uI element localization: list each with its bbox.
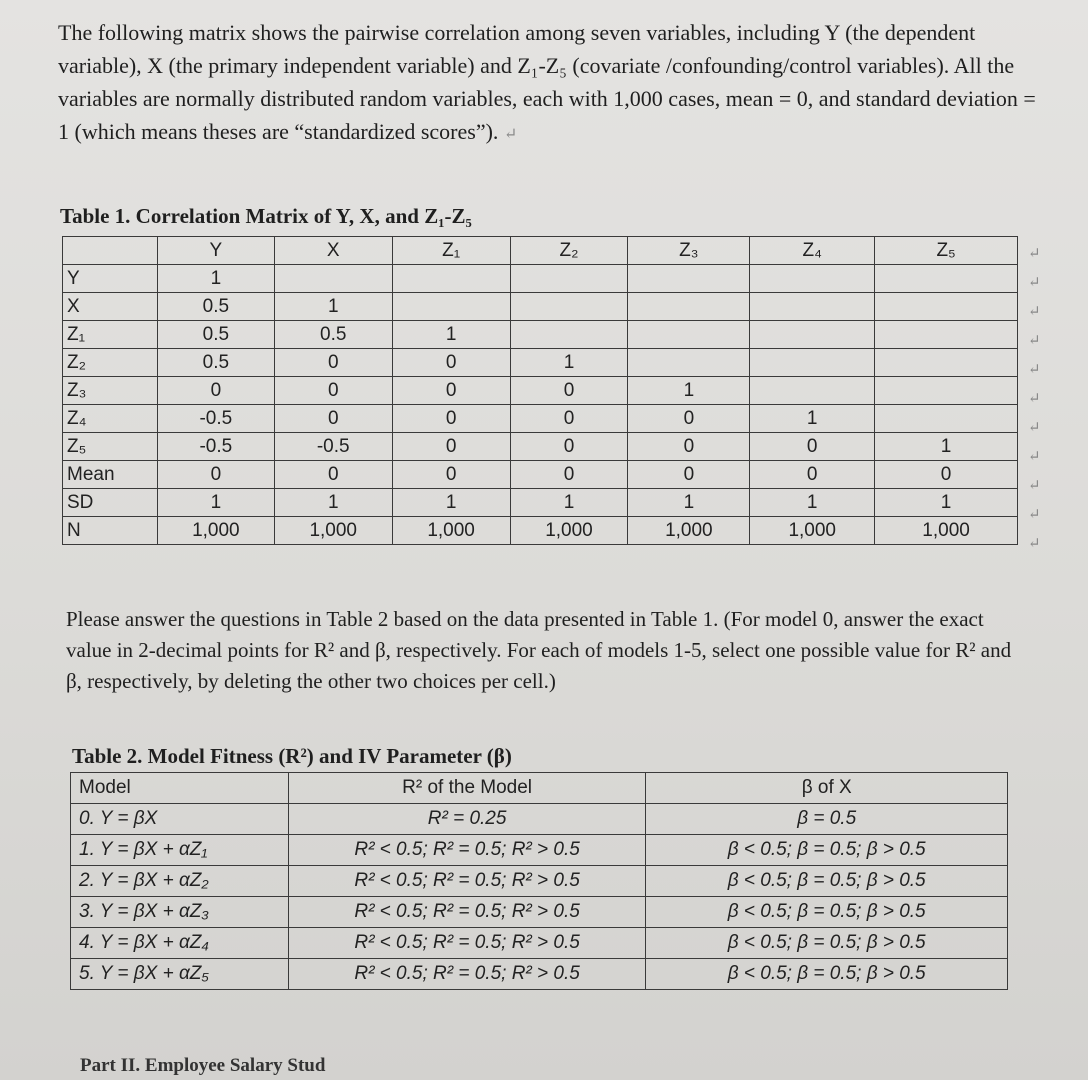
table1-cell xyxy=(875,405,1018,433)
table1-row-label: X xyxy=(63,293,158,321)
model-equation-cell: 2. Y = βX + αZ₂ xyxy=(71,866,289,897)
table1-row-label: Z₄ xyxy=(63,405,158,433)
row-end-marks xyxy=(1028,240,1041,559)
r-squared-cell: R² = 0.25 xyxy=(288,804,646,835)
table1-cell: 1,000 xyxy=(274,517,392,545)
model-equation-cell: 4. Y = βX + αZ₄ xyxy=(71,928,289,959)
table1-cell: 0 xyxy=(510,433,628,461)
instructions-text: Please answer the questions in Table 2 based on the data presented in Table 1. (For model 0, answer the exact value in 2-decimal points for R² and β, respectively. For each of models 1-5, select one possible value for R² and β, respectively, by deleting the other two choices per cell.) xyxy=(66,607,1012,693)
r-squared-cell: R² < 0.5; R² = 0.5; R² > 0.5 xyxy=(288,959,646,990)
table1-row-label: Z₃ xyxy=(63,377,158,405)
table1-row xyxy=(63,377,1018,405)
table1-row-label: Mean xyxy=(63,461,158,489)
table2-row xyxy=(71,959,1008,990)
row-end-mark-icon: ↵ xyxy=(1028,333,1041,349)
table1-cell: 0 xyxy=(628,461,750,489)
table1-row xyxy=(63,293,1018,321)
table1-cell: 1 xyxy=(750,489,875,517)
table1-cell: 1 xyxy=(392,321,510,349)
table1-cell xyxy=(274,265,392,293)
table1-row xyxy=(63,517,1018,545)
row-end-mark-icon: ↵ xyxy=(1028,507,1041,523)
table1-cell: 0 xyxy=(392,405,510,433)
table1-header-cell: Z₅ xyxy=(875,237,1018,265)
table1-header-cell: Y xyxy=(157,237,274,265)
paragraph-mark-icon: ↵ xyxy=(503,126,518,143)
row-end-mark-icon: ↵ xyxy=(1028,449,1041,465)
model-equation-cell: 3. Y = βX + αZ₃ xyxy=(71,897,289,928)
table1-cell: -0.5 xyxy=(274,433,392,461)
table1-cell: 1 xyxy=(628,489,750,517)
table1-cell xyxy=(628,321,750,349)
table1-cell: 0 xyxy=(274,405,392,433)
table1-row-label: Y xyxy=(63,265,158,293)
row-end-mark-icon: ↵ xyxy=(1028,536,1041,552)
table1-cell: 1,000 xyxy=(750,517,875,545)
table1-cell: 0 xyxy=(628,433,750,461)
table1-cell xyxy=(875,377,1018,405)
table1-cell: 1 xyxy=(157,489,274,517)
table1-cell: 0 xyxy=(875,461,1018,489)
instructions-paragraph xyxy=(66,604,1026,697)
table1-cell xyxy=(875,321,1018,349)
beta-cell: β < 0.5; β = 0.5; β > 0.5 xyxy=(646,897,1008,928)
table1-cell: 0 xyxy=(510,377,628,405)
table2-header-cell: Model xyxy=(71,773,289,804)
table1-cell xyxy=(510,321,628,349)
table1-row-label: Z₅ xyxy=(63,433,158,461)
table2-header-cell: R² of the Model xyxy=(288,773,646,804)
table1-header-cell: Z₂ xyxy=(510,237,628,265)
table1-cell: 0.5 xyxy=(157,349,274,377)
table1-cell: 1 xyxy=(157,265,274,293)
table1-row xyxy=(63,349,1018,377)
table1-cell: 1 xyxy=(628,377,750,405)
table1-cell xyxy=(875,265,1018,293)
table1-cell: -0.5 xyxy=(157,405,274,433)
r-squared-cell: R² < 0.5; R² = 0.5; R² > 0.5 xyxy=(288,928,646,959)
beta-cell: β < 0.5; β = 0.5; β > 0.5 xyxy=(646,928,1008,959)
row-end-mark-icon: ↵ xyxy=(1028,391,1041,407)
table1-row-label: Z₂ xyxy=(63,349,158,377)
row-end-mark-icon: ↵ xyxy=(1028,478,1041,494)
correlation-matrix-table xyxy=(62,236,1018,545)
table1-cell: 0 xyxy=(750,461,875,489)
table1-row xyxy=(63,405,1018,433)
row-end-mark-icon: ↵ xyxy=(1028,362,1041,378)
table1-cell: 0 xyxy=(157,377,274,405)
table1-row-label: SD xyxy=(63,489,158,517)
table1-cell: 1 xyxy=(274,293,392,321)
table1-cell xyxy=(750,349,875,377)
beta-cell: β < 0.5; β = 0.5; β > 0.5 xyxy=(646,866,1008,897)
table1-cell: 0 xyxy=(392,349,510,377)
table1-cell: 0 xyxy=(392,433,510,461)
table1-header-cell: Z₄ xyxy=(750,237,875,265)
intro-paragraph xyxy=(58,16,1048,151)
table1-header-cell: X xyxy=(274,237,392,265)
table1-cell xyxy=(750,265,875,293)
table1-cell: 0 xyxy=(750,433,875,461)
table1-cell: 1,000 xyxy=(628,517,750,545)
table2-row xyxy=(71,897,1008,928)
table1-cell: 1 xyxy=(510,349,628,377)
table2-caption xyxy=(72,744,512,769)
table1-cell xyxy=(628,265,750,293)
table1-row xyxy=(63,265,1018,293)
table1-cell: 1 xyxy=(750,405,875,433)
table1-cell: 0 xyxy=(274,349,392,377)
table1-cell: 0.5 xyxy=(157,321,274,349)
table2-row xyxy=(71,866,1008,897)
table1-cell xyxy=(875,349,1018,377)
table1-cell: 1 xyxy=(510,489,628,517)
table1-header-row xyxy=(63,237,1018,265)
model-equation-cell: 0. Y = βX xyxy=(71,804,289,835)
table1-cell: 0.5 xyxy=(157,293,274,321)
table1-row-label: Z₁ xyxy=(63,321,158,349)
r-squared-cell: R² < 0.5; R² = 0.5; R² > 0.5 xyxy=(288,835,646,866)
table1-row-label: N xyxy=(63,517,158,545)
row-end-mark-icon: ↵ xyxy=(1028,304,1041,320)
r-squared-cell: R² < 0.5; R² = 0.5; R² > 0.5 xyxy=(288,866,646,897)
table1-cell: -0.5 xyxy=(157,433,274,461)
table1-cell xyxy=(628,293,750,321)
intro-text: The following matrix shows the pairwise correlation among seven variables, including Y (the dependent variable), X (the primary independent variable) and Z₁-Z₅ (covariate /confounding/control variables). All the variables are normally distributed random variables, each with 1,000 cases, mean = 0, and standard deviation = 1 (which means theses are “standardized scores”). xyxy=(58,20,1036,144)
table1-cell xyxy=(392,265,510,293)
table1-cell xyxy=(510,293,628,321)
table2-header-cell: β of X xyxy=(646,773,1008,804)
table1-cell: 0 xyxy=(510,461,628,489)
row-end-mark-icon: ↵ xyxy=(1028,246,1041,262)
table1-cell: 1,000 xyxy=(392,517,510,545)
table1-row xyxy=(63,461,1018,489)
part-two-heading xyxy=(80,1055,325,1077)
table2-row xyxy=(71,835,1008,866)
table1-cell: 0 xyxy=(274,377,392,405)
table1-cell: 1 xyxy=(392,489,510,517)
table1-cell xyxy=(392,293,510,321)
table1-cell: 0 xyxy=(628,405,750,433)
row-end-mark-icon: ↵ xyxy=(1028,275,1041,291)
part-two-heading-text: Part II. Employee Salary Stud xyxy=(80,1055,326,1076)
beta-cell: β < 0.5; β = 0.5; β > 0.5 xyxy=(646,835,1008,866)
table1-header-cell: Z₃ xyxy=(628,237,750,265)
table1-cell xyxy=(750,321,875,349)
table2-header-row xyxy=(71,773,1008,804)
table1-cell xyxy=(750,293,875,321)
table1-row xyxy=(63,321,1018,349)
model-fitness-table xyxy=(70,772,1008,990)
table1-cell: 1,000 xyxy=(157,517,274,545)
table1-cell: 1 xyxy=(274,489,392,517)
table1-cell: 0 xyxy=(392,377,510,405)
table1-cell xyxy=(750,377,875,405)
table1-cell xyxy=(875,293,1018,321)
table1-header-cell: Z₁ xyxy=(392,237,510,265)
beta-cell: β < 0.5; β = 0.5; β > 0.5 xyxy=(646,959,1008,990)
table1-cell: 1 xyxy=(875,489,1018,517)
table2-caption-text: Table 2. Model Fitness (R²) and IV Parameter (β) xyxy=(72,744,512,768)
table1-cell: 0 xyxy=(510,405,628,433)
table1-cell xyxy=(628,349,750,377)
table1-cell: 1,000 xyxy=(510,517,628,545)
table1-cell: 0 xyxy=(392,461,510,489)
table1-caption-text: Table 1. Correlation Matrix of Y, X, and Z₁-Z₅ xyxy=(60,204,472,228)
row-end-mark-icon: ↵ xyxy=(1028,420,1041,436)
beta-cell: β = 0.5 xyxy=(646,804,1008,835)
table1-caption xyxy=(60,204,472,229)
model-equation-cell: 1. Y = βX + αZ₁ xyxy=(71,835,289,866)
table1-cell: 0.5 xyxy=(274,321,392,349)
table1-cell xyxy=(510,265,628,293)
table1-header-cell xyxy=(63,237,158,265)
table1-row xyxy=(63,433,1018,461)
table1-row xyxy=(63,489,1018,517)
table1-cell: 0 xyxy=(274,461,392,489)
table1-cell: 1,000 xyxy=(875,517,1018,545)
r-squared-cell: R² < 0.5; R² = 0.5; R² > 0.5 xyxy=(288,897,646,928)
table1-cell: 0 xyxy=(157,461,274,489)
model-equation-cell: 5. Y = βX + αZ₅ xyxy=(71,959,289,990)
table2-row xyxy=(71,804,1008,835)
table2-row xyxy=(71,928,1008,959)
table1-cell: 1 xyxy=(875,433,1018,461)
